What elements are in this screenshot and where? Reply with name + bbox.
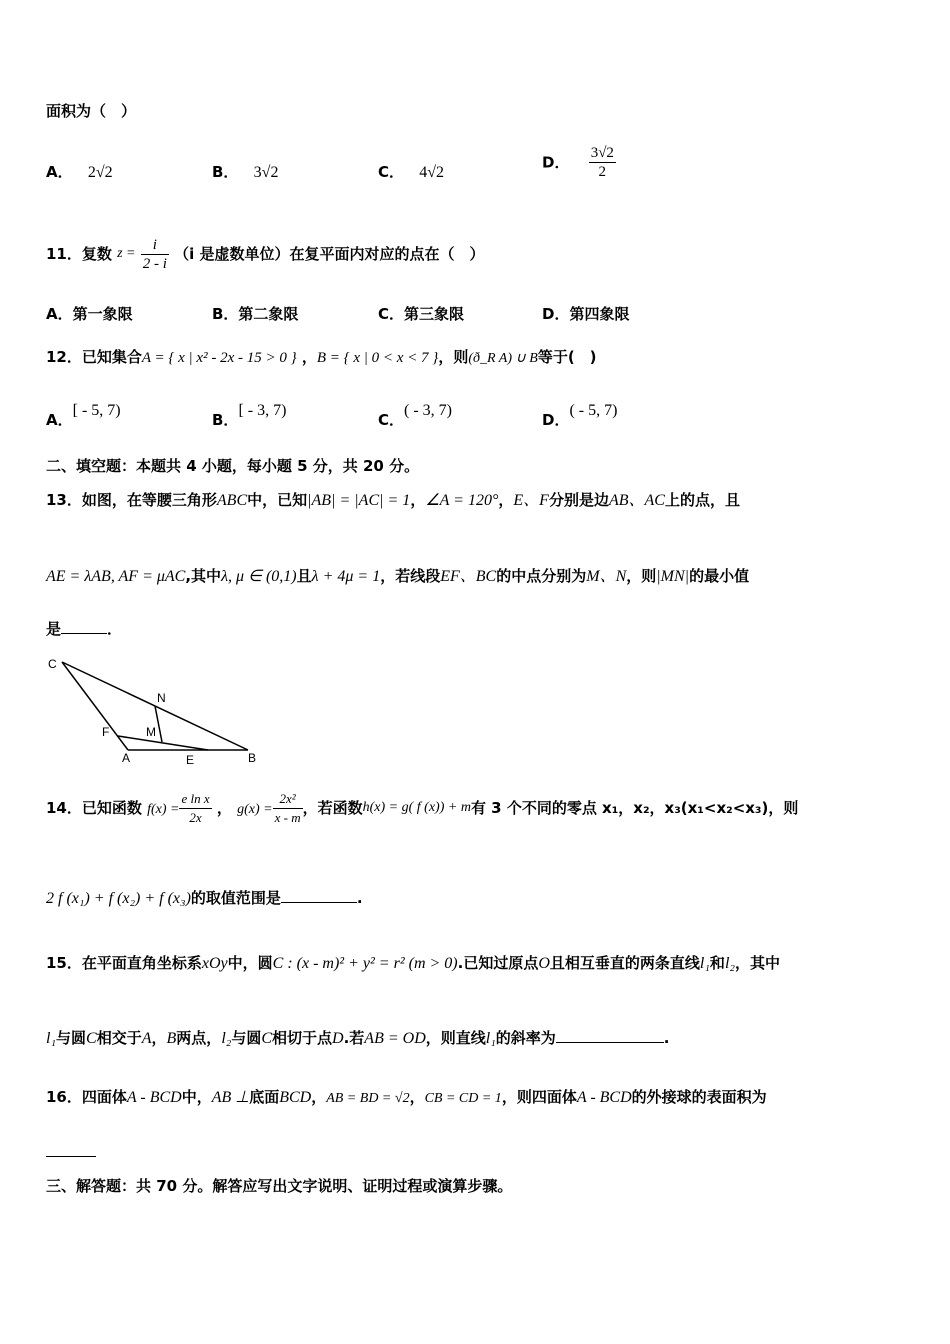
- q16-line1: 16．四面体A - BCD中，AB ⊥底面BCD，AB = BD = √2，CB = CD = 1，则四面体A - BCD的外接球的表面积为: [46, 1088, 767, 1106]
- label-c: C: [48, 657, 57, 671]
- q10-option-b: B． 3√2: [212, 163, 279, 181]
- q13-line1: 13．如图，在等腰三角形ABC中，已知|AB| = |AC| = 1，∠A = 120°，E、F分别是边AB、AC上的点，且: [46, 491, 740, 509]
- label-b: B: [248, 751, 257, 765]
- q14-line2: 2 f (x₁) + f (x₂) + f (x₃)的取值范围是 .: [46, 889, 363, 907]
- segment-fe: [118, 736, 208, 750]
- q11-option-b: B．第二象限: [212, 305, 299, 323]
- q14-line1: 14．已知函数 f(x) = $\frac{\text{e ln x}}{2x}$ ， g(x) = $\frac{\text{2x²}}{x - m}$ ，若函数h(x) = g( f (x)) + m有 3 个不同的零点 x₁，x₂，x₃(x₁<x₂<x₃)，则: [46, 791, 799, 825]
- label-f: F: [102, 725, 110, 739]
- q11-option-a: A．第一象限: [46, 305, 133, 323]
- q12-option-b: B．[ - 3, 7): [212, 402, 287, 429]
- q15-line1: 15．在平面直角坐标系xOy中，圆C : (x - m)² + y² = r² (m > 0).已知过原点O且相互垂直的两条直线l₁和l₂，其中: [46, 954, 780, 972]
- q13-line3: 是 ．: [46, 620, 123, 638]
- section-3-heading: 三、解答题：共 70 分。解答应写出文字说明、证明过程或演算步骤。: [46, 1177, 513, 1195]
- q10-tail: 面积为（ ）: [46, 102, 137, 120]
- q12-stem: 12．已知集合A = { x | x² - 2x - 15 > 0 } ，B = { x | 0 < x < 7 }，则(ð_R A) ∪ B等于( ): [46, 348, 597, 366]
- label-a: A: [122, 751, 131, 765]
- q12-option-d: D．( - 5, 7): [542, 402, 618, 429]
- q11-option-c: C．第三象限: [378, 305, 465, 323]
- label-n: N: [157, 691, 166, 705]
- q13-triangle-figure: [40, 650, 280, 770]
- q13-line2: AE = λAB, AF = μAC,其中λ, μ ∈ (0,1)且λ + 4μ = 1，若线段EF、BC的中点分别为M、N，则|MN|的最小值: [46, 567, 750, 585]
- q10-option-c: C． 4√2: [378, 163, 445, 181]
- q12-option-a: A．[ - 5, 7): [46, 402, 121, 429]
- q15-line2: l₁与圆C相交于A，B两点，l₂与圆C相切于点D.若AB = OD，则直线l₁的斜率为 .: [46, 1029, 670, 1047]
- q16-answer-blank: [46, 1156, 96, 1157]
- label-e: E: [186, 753, 195, 767]
- label-m: M: [146, 725, 156, 739]
- edge-ca: [62, 662, 128, 750]
- q12-option-c: C．( - 3, 7): [378, 402, 452, 429]
- q11-stem: 11．复数 z = $\frac{i}{2 - i}$ （i 是虚数单位）在复平面内对应的点在（ ）: [46, 237, 485, 272]
- segment-mn: [155, 706, 162, 742]
- q10-option-d: D． $\frac{3√2}{2}$: [542, 145, 614, 180]
- q11-option-d: D．第四象限: [542, 305, 630, 323]
- section-2-heading: 二、填空题：本题共 4 小题，每小题 5 分，共 20 分。: [46, 457, 420, 475]
- q10-option-a: A． 2√2: [46, 163, 113, 181]
